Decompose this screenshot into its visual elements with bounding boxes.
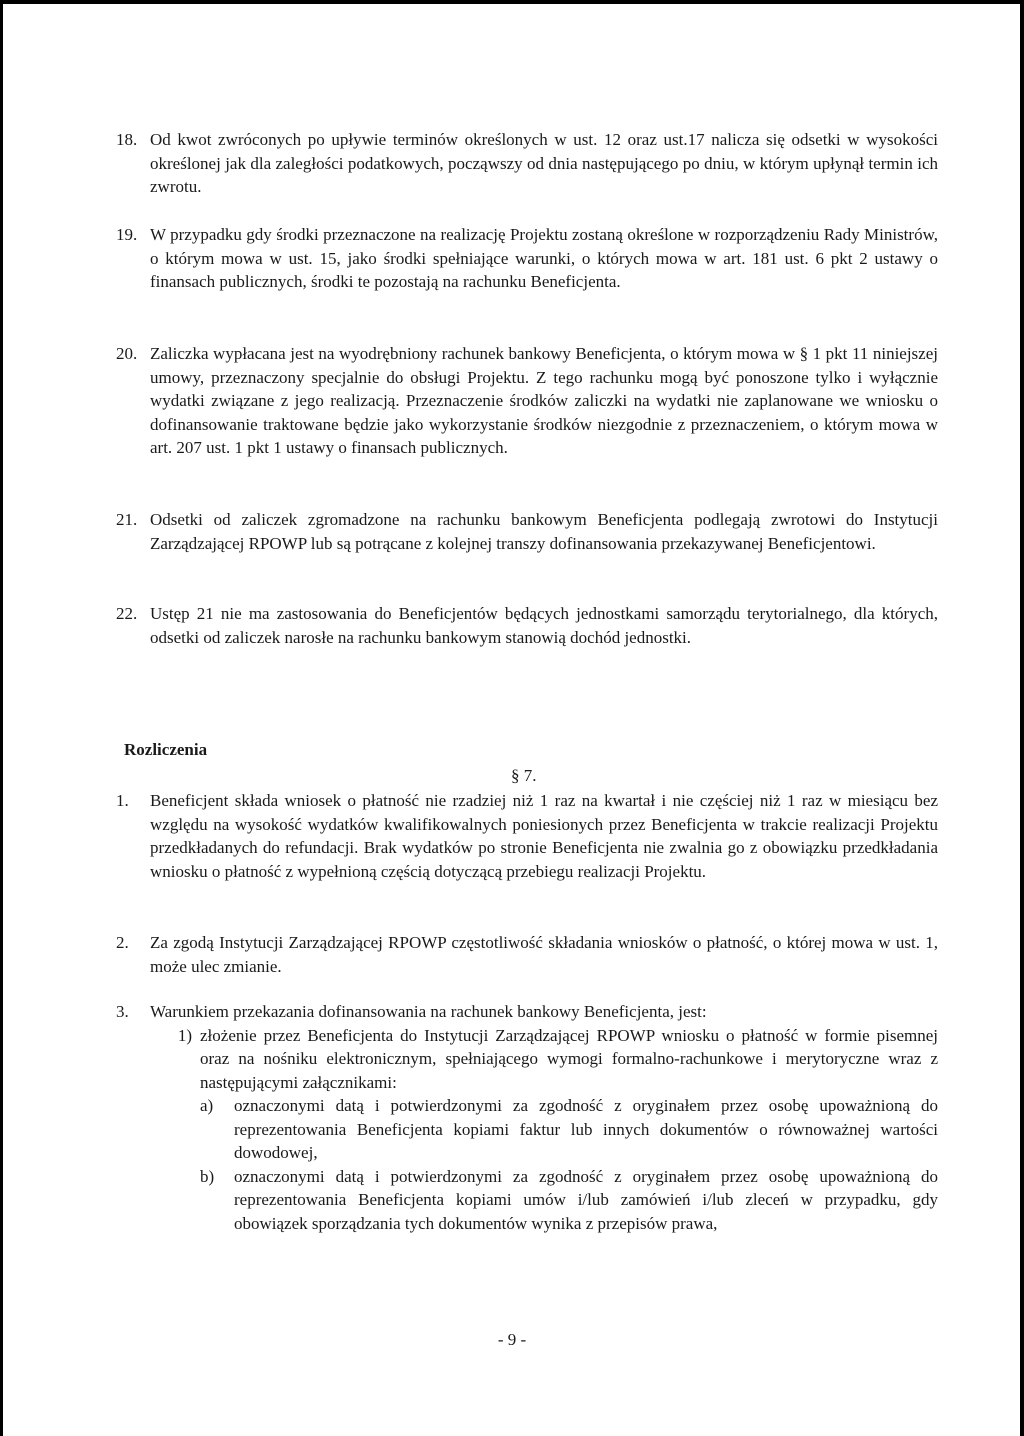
paragraph-text: Zaliczka wypłacana jest na wyodrębniony rachunek bankowy Beneficjenta, o którym mowa w § 1 pkt 11 niniejszej umowy, przeznaczony specjalnie do obsługi Projektu. Z tego rachunku mogą być ponoszone tylko i wyłącznie wydatki związane z jego realizacją. Przeznaczenie środków zaliczki na wydatki nie zaplanowane we wniosku o dofinansowanie traktowane będzie jako wykorzystanie środków niezgodnie z przeznaczeniem, o którym mowa w art. 207 ust. 1 pkt 1 ustawy o finansach publicznych. xyxy=(150,344,938,457)
section-heading: Rozliczenia xyxy=(124,740,208,759)
paragraph-number: 22. xyxy=(116,604,138,623)
scan-border-top xyxy=(0,0,1024,4)
paragraph-number: 20. xyxy=(116,344,138,363)
section-number: § 7. xyxy=(511,766,537,785)
page-number: - 9 - xyxy=(497,1330,527,1349)
sub-sub-point-letter: a) xyxy=(200,1096,214,1115)
paragraph-text: Odsetki od zaliczek zgromadzone na rachunku bankowym Beneficjenta podlegają zwrotowi do Instytucji Zarządzającej RPOWP lub są potrącane z kolejnej transzy dofinansowania przekazywanej Beneficjentowi. xyxy=(150,510,938,553)
paragraph-number: 2. xyxy=(116,933,129,952)
sub-sub-point-text: oznaczonymi datą i potwierdzonymi za zgodność z oryginałem przez osobę upoważnioną do reprezentowania Beneficjenta kopiami umów i/lub zamówień i/lub zleceń w przypadku, gdy obowiązek sporządzania tych dokumentów wynika z przepisów prawa, xyxy=(234,1166,938,1233)
sub-point-number: 1) xyxy=(177,1025,192,1045)
paragraph-number: 18. xyxy=(116,130,138,149)
paragraph-21 xyxy=(116,508,938,555)
paragraph-number: 19. xyxy=(116,225,138,244)
paragraph-text: Od kwot zwróconych po upływie terminów określonych w ust. 12 oraz ust.17 nalicza się odsetki w wysokości określonej jak dla zaległości podatkowych, począwszy od dnia następującego po dniu, w którym upłynął termin ich zwrotu. xyxy=(150,130,938,196)
paragraph-3 xyxy=(116,1000,938,1235)
paragraph-1 xyxy=(116,789,938,883)
paragraph-19 xyxy=(116,223,938,294)
scan-border-right xyxy=(1020,0,1024,1436)
paragraph-text: Ustęp 21 nie ma zastosowania do Beneficjentów będących jednostkami samorządu terytorialnego, dla których, odsetki od zaliczek narosłe na rachunku bankowym stanowią dochód jednostki. xyxy=(150,604,938,647)
paragraph-text: Za zgodą Instytucji Zarządzającej RPOWP częstotliwość składania wniosków o płatność, o której mowa w ust. 1, może ulec zmianie. xyxy=(150,933,938,976)
sub-point-1 xyxy=(150,1024,938,1095)
paragraph-number: 1. xyxy=(116,791,129,810)
scan-border-left xyxy=(0,0,3,1436)
sub-sub-point-letter: b) xyxy=(200,1166,215,1186)
paragraph-text: Warunkiem przekazania dofinansowania na rachunek bankowy Beneficjenta, jest: xyxy=(150,1002,707,1021)
sub-sub-point-text: oznaczonymi datą i potwierdzonymi za zgodność z oryginałem przez osobę upoważnioną do reprezentowania Beneficjenta kopiami faktur lub innych dokumentów o równoważnej wartości dowodowej, xyxy=(234,1096,938,1162)
paragraph-number: 3. xyxy=(116,1002,129,1021)
sub-sub-point-b xyxy=(200,1165,938,1236)
paragraph-18 xyxy=(116,128,938,199)
paragraph-20 xyxy=(116,342,938,460)
paragraph-22 xyxy=(116,602,938,649)
paragraph-text: Beneficjent składa wniosek o płatność nie rzadziej niż 1 raz na kwartał i nie częściej niż 1 raz w miesiącu bez względu na wysokość wydatków kwalifikowalnych poniesionych przez Beneficjenta w trakcie realizacji Projektu przedkładanych do refundacji. Brak wydatków po stronie Beneficjenta nie zwalnia go z obowiązku przedkładania wniosku o płatność z wypełnioną częścią dotyczącą przebiegu realizacji Projektu. xyxy=(150,791,938,881)
sub-point-text: złożenie przez Beneficjenta do Instytucji Zarządzającej RPOWP wniosku o płatność w formie pisemnej oraz na nośniku elektronicznym, spełniającego wymogi formalno-rachunkowe i merytoryczne wraz z następującymi załącznikami: xyxy=(200,1025,938,1092)
sub-sub-point-a xyxy=(200,1094,938,1165)
paragraph-2 xyxy=(116,931,938,978)
paragraph-text: W przypadku gdy środki przeznaczone na realizację Projektu zostaną określone w rozporządzeniu Rady Ministrów, o którym mowa w ust. 15, jako środki spełniające warunki, o których mowa w art. 181 ust. 6 pkt 2 ustawy o finansach publicznych, środki te pozostają na rachunku Beneficjenta. xyxy=(150,225,938,291)
paragraph-number: 21. xyxy=(116,510,138,529)
